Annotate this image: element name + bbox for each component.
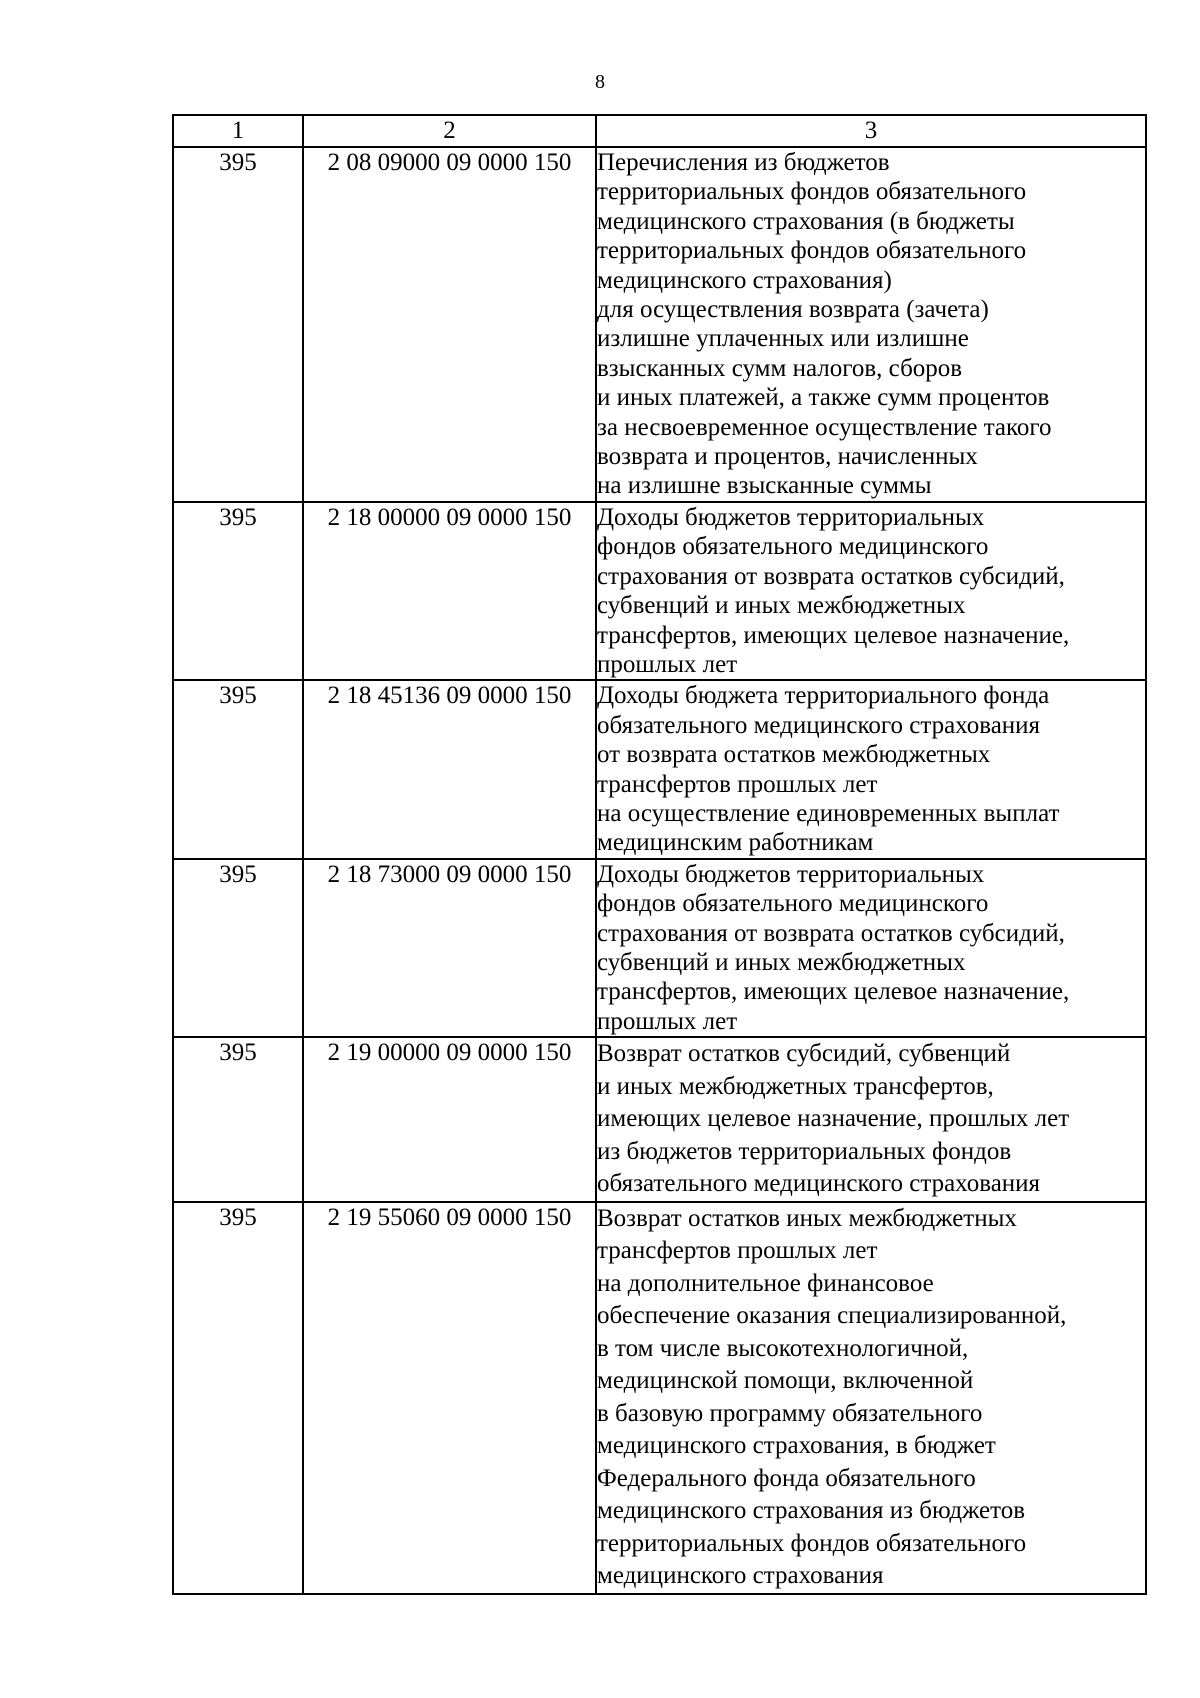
table-row <box>173 147 1146 502</box>
description-line: субвенций и иных межбюджетных <box>597 592 966 620</box>
description-line: Доходы бюджета территориального фонда <box>597 682 1050 710</box>
admin-code-cell: 395 <box>173 147 303 502</box>
description-line: Перечисления из бюджетов <box>597 149 890 176</box>
income-code-cell: 2 19 55060 09 0000 150 <box>303 1202 596 1594</box>
column-header-3: 3 <box>596 115 1146 147</box>
admin-code-cell: 395 <box>173 859 303 1037</box>
description-line: страхования от возврата остатков субсидий, <box>597 919 1065 947</box>
description-line: возврата и процентов, начисленных <box>597 443 978 471</box>
header-row <box>173 115 1146 147</box>
table-body <box>173 147 1146 1594</box>
income-code-cell: 2 08 09000 09 0000 150 <box>303 147 596 502</box>
table-row <box>173 680 1146 858</box>
admin-code-cell: 395 <box>173 680 303 858</box>
description-line: в том числе высокотехнологичной, <box>597 1334 969 1362</box>
description-line: медицинского страхования (в бюджеты <box>597 207 1015 235</box>
admin-code-cell: 395 <box>173 1037 303 1202</box>
description-line: из бюджетов территориальных фондов <box>597 1137 1012 1165</box>
description-line: излишне уплаченных или излишне <box>597 325 969 353</box>
description-line: медицинского страхования из бюджетов <box>597 1497 1026 1525</box>
column-header-2: 2 <box>303 115 596 147</box>
description-line: прошлых лет <box>597 1007 738 1035</box>
budget-codes-table <box>172 114 1147 1595</box>
description-cell <box>596 502 1146 680</box>
description-line: медицинского страхования <box>597 1562 884 1590</box>
description-line: трансфертов прошлых лет <box>597 770 878 798</box>
table-row <box>173 1202 1146 1594</box>
description-line: взысканных сумм налогов, сборов <box>597 354 963 382</box>
description-line: за несвоевременное осуществление такого <box>597 413 1052 441</box>
description-line: от возврата остатков межбюджетных <box>597 741 991 769</box>
column-header-1: 1 <box>173 115 303 147</box>
description-line: на осуществление единовременных выплат <box>597 799 1060 827</box>
description-line: обеспечение оказания специализированной, <box>597 1302 1067 1330</box>
income-code-cell: 2 18 73000 09 0000 150 <box>303 859 596 1037</box>
description-line: обязательного медицинского страхования <box>597 711 1041 739</box>
description-line: страхования от возврата остатков субсидий, <box>597 562 1065 590</box>
page-number: 8 <box>595 71 605 93</box>
description-line: фондов обязательного медицинского <box>597 890 989 918</box>
description-line: Доходы бюджетов территориальных <box>597 860 985 888</box>
description-cell <box>596 1202 1146 1594</box>
description-line: трансфертов, имеющих целевое назначение, <box>597 978 1070 1006</box>
description-line: фондов обязательного медицинского <box>597 533 989 561</box>
description-line: медицинского страхования, в бюджет <box>597 1432 996 1460</box>
table-row <box>173 859 1146 1037</box>
description-line: трансфертов, имеющих целевое назначение, <box>597 621 1070 649</box>
description-line: медицинского страхования) <box>597 266 892 294</box>
description-line: Федерального фонда обязательного <box>597 1464 976 1492</box>
description-line: трансфертов прошлых лет <box>597 1237 878 1265</box>
description-line: обязательного медицинского страхования <box>597 1170 1041 1198</box>
description-line: прошлых лет <box>597 650 738 678</box>
table-row <box>173 502 1146 680</box>
description-line: медицинским работникам <box>597 829 874 857</box>
description-cell <box>596 1037 1146 1202</box>
income-code-cell: 2 19 00000 09 0000 150 <box>303 1037 596 1202</box>
description-line: медицинской помощи, включенной <box>597 1367 974 1395</box>
income-code-cell: 2 18 45136 09 0000 150 <box>303 680 596 858</box>
description-line: субвенций и иных межбюджетных <box>597 948 966 976</box>
description-line: для осуществления возврата (зачета) <box>597 296 989 324</box>
description-line: и иных межбюджетных трансфертов, <box>597 1072 994 1100</box>
description-line: на излишне взысканные суммы <box>597 472 932 500</box>
description-line: имеющих целевое назначение, прошлых лет <box>597 1105 1070 1133</box>
description-cell <box>596 859 1146 1037</box>
description-line: и иных платежей, а также сумм процентов <box>597 384 1050 412</box>
description-cell <box>596 147 1146 502</box>
description-cell <box>596 680 1146 858</box>
description-line: территориальных фондов обязательного <box>597 1529 1027 1557</box>
description-line: территориальных фондов обязательного <box>597 178 1027 206</box>
admin-code-cell: 395 <box>173 502 303 680</box>
description-line: Доходы бюджетов территориальных <box>597 503 985 531</box>
description-line: в базовую программу обязательного <box>597 1399 983 1427</box>
description-line: территориальных фондов обязательного <box>597 237 1027 265</box>
description-line: Возврат остатков субсидий, субвенций <box>597 1040 1011 1068</box>
income-code-cell: 2 18 00000 09 0000 150 <box>303 502 596 680</box>
admin-code-cell: 395 <box>173 1202 303 1594</box>
description-line: на дополнительное финансовое <box>597 1269 934 1297</box>
description-line: Возврат остатков иных межбюджетных <box>597 1204 1017 1232</box>
table-row <box>173 1037 1146 1202</box>
